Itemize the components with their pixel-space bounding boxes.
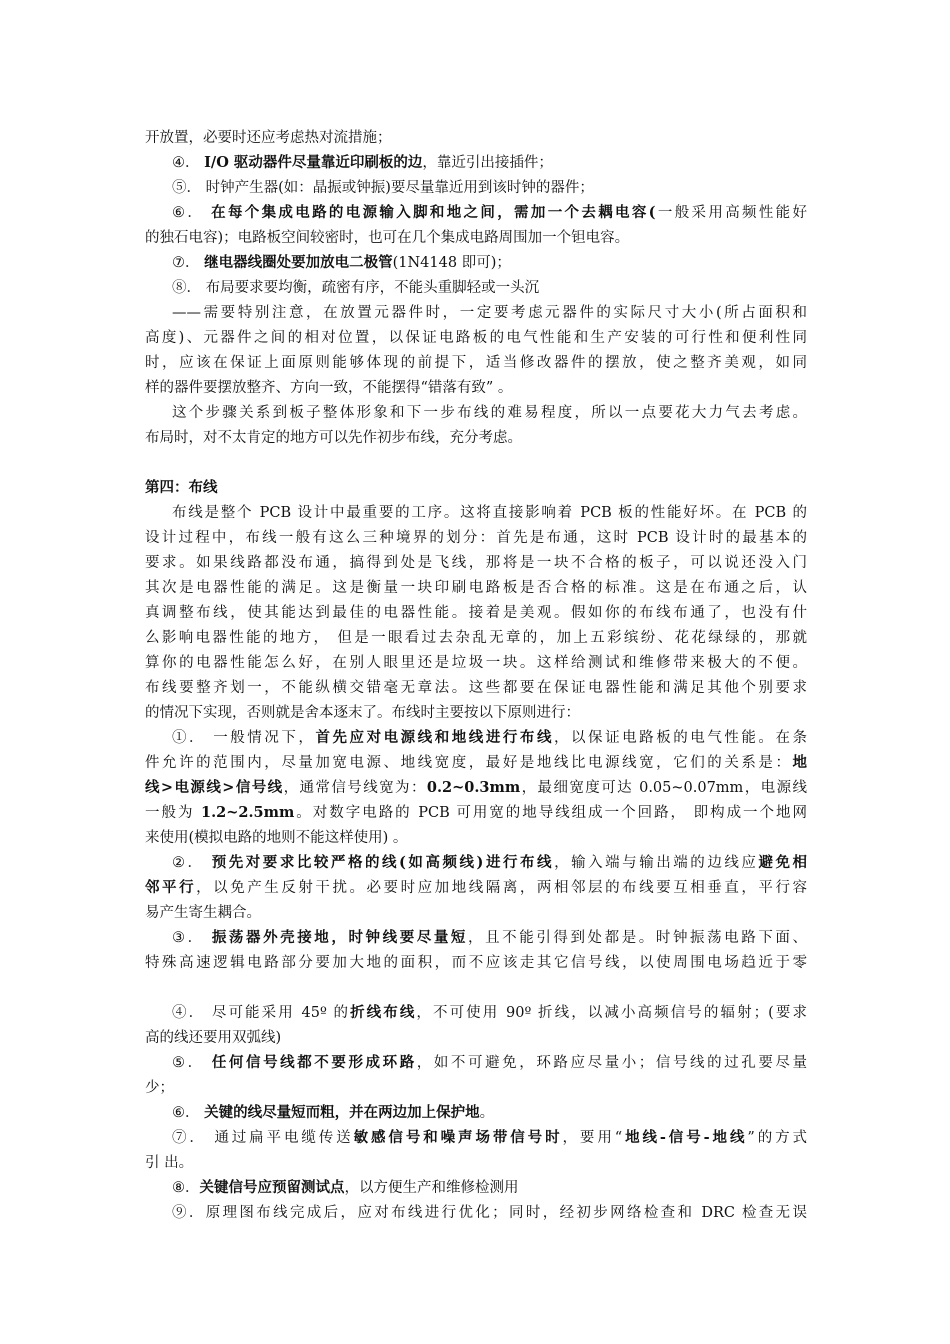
text-run: 高度)、元器件之间的相对位置，以保证电路板的电气性能和生产安装的可行性和便利性同 — [145, 330, 807, 346]
text-run: 布线是整个 PCB 设计中最重要的工序。这将直接影响着 PCB 板的性能好坏。在 PCB 的 — [172, 505, 807, 521]
bold-text-run: 避免相 — [758, 854, 807, 871]
text-run: ⑧． — [172, 1180, 200, 1196]
text-line — [145, 653, 807, 675]
text-line — [145, 1028, 807, 1050]
text-line — [172, 153, 807, 175]
bold-text-run: 地 — [792, 754, 807, 771]
text-line — [172, 203, 807, 225]
text-run: ，不可使用 90º 折线，以减小高频信号的辐射；(要求 — [416, 1005, 807, 1021]
text-line — [172, 1003, 807, 1025]
text-run: 算你的电器性能怎么好，在别人眼里还是垃圾一块。这样给测试和维修带来极大的不便。 — [145, 655, 807, 671]
text-line — [145, 753, 807, 775]
text-run: 设计过程中，布线一般有这么三种境界的划分：首先是布通，这时 PCB 设计时的最基本的 — [145, 530, 807, 546]
bold-text-run: 1.2~2.5mm — [201, 804, 295, 821]
text-run: 件允许的范围内，尽量加宽电源、地线宽度，最好是地线比电源线宽，它们的关系是： — [145, 755, 793, 771]
bold-text-run: 振荡器外壳接地，时钟线要尽量短 — [211, 929, 469, 946]
text-line — [145, 428, 807, 450]
text-line — [145, 953, 807, 975]
text-line — [145, 628, 807, 650]
text-run: 少； — [145, 1080, 174, 1096]
text-run: 高的线还要用双弧线) — [145, 1030, 282, 1046]
text-run: ⑧． 布局要求要均衡，疏密有序，不能头重脚轻或一头沉 — [172, 280, 540, 296]
text-line — [172, 178, 807, 200]
text-line — [172, 1103, 807, 1125]
text-line — [145, 228, 807, 250]
text-run: ，要用“ — [562, 1130, 623, 1146]
text-run: 其次是电器性能的满足。这是衡量一块印刷电路板是否合格的标准。这是在布通之后，认 — [145, 580, 807, 596]
text-line — [172, 1203, 807, 1225]
text-run: 的独石电容)；电路板空间较密时，也可在几个集成电路周围加一个钽电容。 — [145, 230, 630, 246]
bold-text-run: 地线-信号-地线 — [622, 1129, 748, 1146]
bold-text-run: 邻平行 — [145, 879, 197, 896]
text-run: ④． — [172, 155, 205, 171]
text-run: ”的方式 — [747, 1130, 807, 1146]
text-run: ，以免产生反射干扰。必要时应加地线隔离，两相邻层的布线要互相垂直，平行容 — [196, 880, 807, 896]
text-line — [172, 1178, 807, 1200]
text-run: ，最细宽度可达 0.05~0.07mm，电源线 — [520, 780, 807, 796]
text-line — [172, 728, 807, 750]
text-run: 要求。如果线路都没布通，搞得到处是飞线，那将是一块不合格的板子，可以说还没入门 — [145, 555, 807, 571]
text-run: 来使用(模拟电路的地则不能这样使用) 。 — [145, 830, 408, 846]
text-run: 特殊高速逻辑电路部分要加大地的面积，而不应该走其它信号线，以使周围电场趋近于零 — [145, 955, 807, 971]
text-line — [145, 678, 807, 700]
text-line — [145, 128, 807, 150]
text-run: 引 出。 — [145, 1155, 194, 1171]
text-run: 的情况下实现，否则就是舍本逐末了。布线时主要按以下原则进行： — [145, 705, 580, 721]
text-run: ，以方便生产和维修检测用 — [344, 1180, 519, 1196]
text-run: ③． — [172, 930, 212, 946]
bold-text-run: 0.2~0.3mm — [426, 779, 521, 796]
section-heading — [145, 478, 807, 500]
text-line — [172, 1128, 807, 1150]
text-run: ⑨．原理图布线完成后，应对布线进行优化；同时，经初步网络检查和 DRC 检查无误 — [172, 1205, 807, 1221]
text-run: 。对数字电路的 PCB 可用宽的地导线组成一个回路， 即构成一个地网 — [294, 805, 807, 821]
text-line — [172, 303, 807, 325]
text-run: 易产生寄生耦合。 — [145, 905, 261, 921]
text-line — [172, 253, 807, 275]
text-run: ——需要特别注意，在放置元器件时，一定要考虑元器件的实际尺寸大小(所占面积和 — [172, 305, 807, 321]
bold-text-run: 任何信号线都不要形成环路 — [211, 1054, 417, 1071]
bold-text-run: 第四：布线 — [145, 479, 218, 496]
text-run: ⑦． — [172, 255, 205, 271]
text-run: 么影响电器性能的地方， 但是一眼看过去杂乱无章的，加上五彩缤纷、花花绿绿的，那就 — [145, 630, 807, 646]
text-line — [172, 928, 807, 950]
text-line — [145, 328, 807, 350]
text-line — [145, 353, 807, 375]
bold-text-run: 继电器线圈处要加放电二极管 — [204, 254, 393, 271]
text-run: ⑦． 通过扁平电缆传送 — [172, 1130, 354, 1146]
text-line — [145, 828, 807, 850]
text-run: 这个步骤关系到板子整体形象和下一步布线的难易程度，所以一点要花大力气去考虑。 — [172, 405, 807, 421]
text-run: ④． 尽可能采用 45º 的 — [172, 1005, 351, 1021]
text-run: ⑤． 时钟产生器(如：晶振或钟振)要尽量靠近用到该时钟的器件； — [172, 180, 594, 196]
text-line — [172, 403, 807, 425]
text-run: 开放置，必要时还应考虑热对流措施； — [145, 130, 392, 146]
text-line — [172, 853, 807, 875]
text-run: ，靠近引出接插件； — [422, 155, 553, 171]
bold-text-run: 关键信号应预留测试点 — [199, 1179, 345, 1196]
text-run: ，且不能引得到处都是。时钟振荡电路下面、 — [468, 930, 807, 946]
text-run: ⑤． — [172, 1055, 212, 1071]
text-line — [145, 578, 807, 600]
text-line — [145, 528, 807, 550]
text-run: ②． — [172, 855, 212, 871]
text-line — [145, 703, 807, 725]
text-run: 时，应该在保证上面原则能够体现的前提下，适当修改器件的摆放，使之整齐美观，如同 — [145, 355, 807, 371]
text-run: ①． 一般情况下， — [172, 730, 316, 746]
text-line — [145, 803, 807, 825]
text-run: ，输入端与输出端的边线应 — [554, 855, 759, 871]
text-line — [172, 1053, 807, 1075]
text-line — [145, 553, 807, 575]
bold-text-run: 首先应对电源线和地线进行布线 — [315, 729, 554, 746]
bold-text-run: 关键的线尽量短而粗，并在两边加上保护地 — [204, 1104, 480, 1121]
bold-text-run: 线>电源线>信号线 — [145, 779, 284, 796]
bold-text-run: I/O 驱动器件尽量靠近印刷板的边 — [204, 154, 423, 171]
text-line — [172, 503, 807, 525]
text-run: ，通常信号线宽为： — [283, 780, 427, 796]
text-line — [145, 878, 807, 900]
bold-text-run: 在每个集成电路的电源输入脚和地之间，需加一个去耦电容( — [211, 204, 656, 221]
text-run: 布线要整齐划一，不能纵横交错毫无章法。这些都要在保证电器性能和满足其他个别要求 — [145, 680, 807, 696]
text-run: ⑥． — [172, 205, 212, 221]
text-run: ⑥． — [172, 1105, 205, 1121]
text-line — [145, 1078, 807, 1100]
text-line — [145, 778, 807, 800]
text-line — [145, 1153, 807, 1175]
bold-text-run: 折线布线 — [350, 1004, 417, 1021]
text-line — [172, 278, 807, 300]
bold-text-run: 预先对要求比较严格的线(如高频线)进行布线 — [211, 854, 555, 871]
text-run: 。 — [479, 1105, 495, 1121]
text-line — [145, 903, 807, 925]
bold-text-run: 敏感信号和噪声场带信号时 — [353, 1129, 563, 1146]
text-line — [145, 603, 807, 625]
text-run: 一般采用高频性能好 — [655, 205, 807, 221]
text-run: (1N4148 即可)； — [392, 255, 511, 271]
text-run: 真调整布线，使其能达到最佳的电器性能。接着是美观。假如你的布线布通了，也没有什 — [145, 605, 807, 621]
text-run: ，如不可避免，环路应尽量小；信号线的过孔要尽量 — [416, 1055, 807, 1071]
text-line — [145, 378, 807, 400]
text-run: ，以保证电路板的电气性能。在条 — [553, 730, 807, 746]
text-run: 布局时，对不太肯定的地方可以先作初步布线，充分考虑。 — [145, 430, 522, 446]
text-run: 样的器件要摆放整齐、方向一致，不能摆得“错落有致” 。 — [145, 380, 513, 396]
text-run: 一般为 — [145, 805, 202, 821]
